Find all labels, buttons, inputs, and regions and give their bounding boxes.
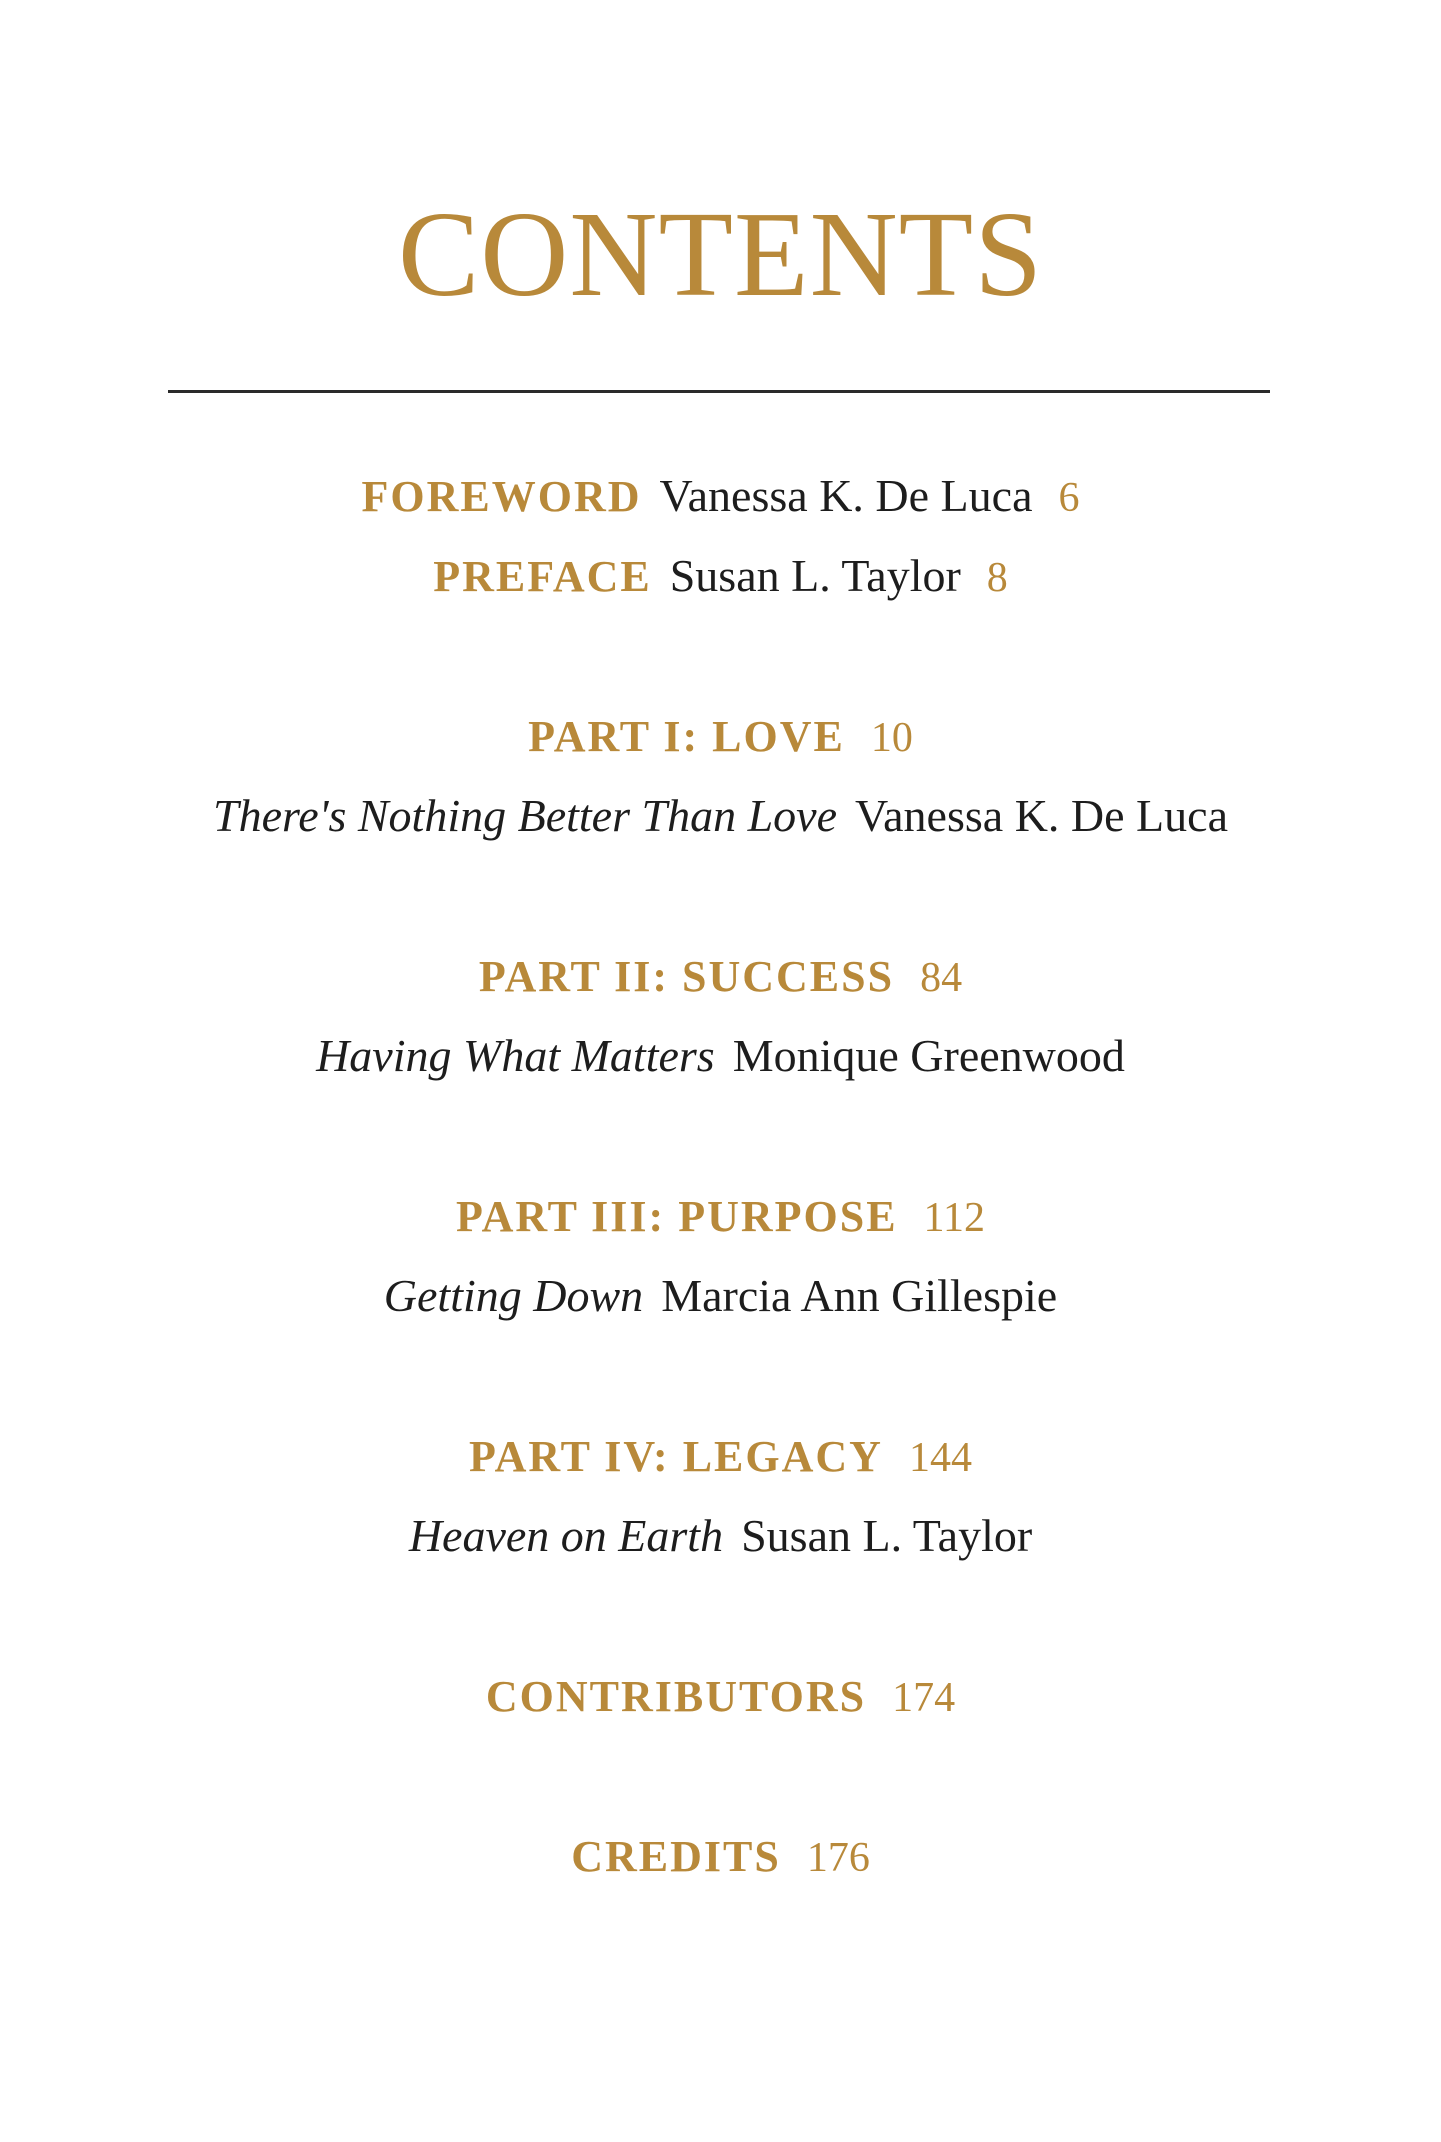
toc-part-2-essay[interactable] [0, 1026, 1441, 1086]
toc-part-3-essay[interactable] [0, 1266, 1441, 1326]
toc-page-number: 84 [920, 955, 963, 1001]
toc-author: Vanessa K. De Luca [659, 470, 1033, 521]
toc-part-2-heading[interactable] [0, 946, 1441, 1008]
toc-page-number: 8 [986, 555, 1008, 601]
toc-page-number: 176 [806, 1835, 870, 1881]
toc-part-1-essay[interactable] [0, 786, 1441, 846]
toc-section-label: FOREWORD [361, 472, 642, 521]
toc-section-label: CONTRIBUTORS [485, 1672, 867, 1721]
toc-author: Susan L. Taylor [669, 550, 961, 601]
toc-page-number: 10 [870, 715, 913, 761]
toc-entry-preface[interactable] [0, 546, 1441, 608]
toc-section-label: CREDITS [571, 1832, 781, 1881]
toc-page-number: 174 [892, 1675, 956, 1721]
toc-author: Monique Greenwood [732, 1030, 1125, 1081]
toc-part-label: PART II: SUCCESS [478, 952, 895, 1001]
page-title: CONTENTS [397, 187, 1044, 322]
toc-part-3-heading[interactable] [0, 1186, 1441, 1248]
toc-entry-foreword[interactable] [0, 466, 1441, 528]
toc-section-label: PREFACE [433, 552, 652, 601]
toc-author: Vanessa K. De Luca [855, 790, 1228, 841]
toc-page-number: 112 [923, 1195, 985, 1241]
toc-author: Marcia Ann Gillespie [661, 1270, 1058, 1321]
toc-part-1-heading[interactable] [0, 706, 1441, 768]
toc-page-number: 144 [908, 1435, 972, 1481]
toc-page-number: 6 [1058, 475, 1080, 521]
title-divider [168, 390, 1270, 393]
toc-entry-credits[interactable] [0, 1826, 1441, 1888]
toc-part-4-heading[interactable] [0, 1426, 1441, 1488]
toc-essay-title: Getting Down [383, 1270, 644, 1321]
toc-part-label: PART IV: LEGACY [469, 1432, 883, 1481]
toc-essay-title: There's Nothing Better Than Love [213, 790, 838, 841]
toc-essay-title: Heaven on Earth [408, 1510, 724, 1561]
toc-part-label: PART I: LOVE [528, 712, 845, 761]
toc-entry-contributors[interactable] [0, 1666, 1441, 1728]
toc-part-4-essay[interactable] [0, 1506, 1441, 1566]
toc-author: Susan L. Taylor [741, 1510, 1033, 1561]
toc-essay-title: Having What Matters [316, 1030, 715, 1081]
toc-part-label: PART III: PURPOSE [456, 1192, 898, 1241]
